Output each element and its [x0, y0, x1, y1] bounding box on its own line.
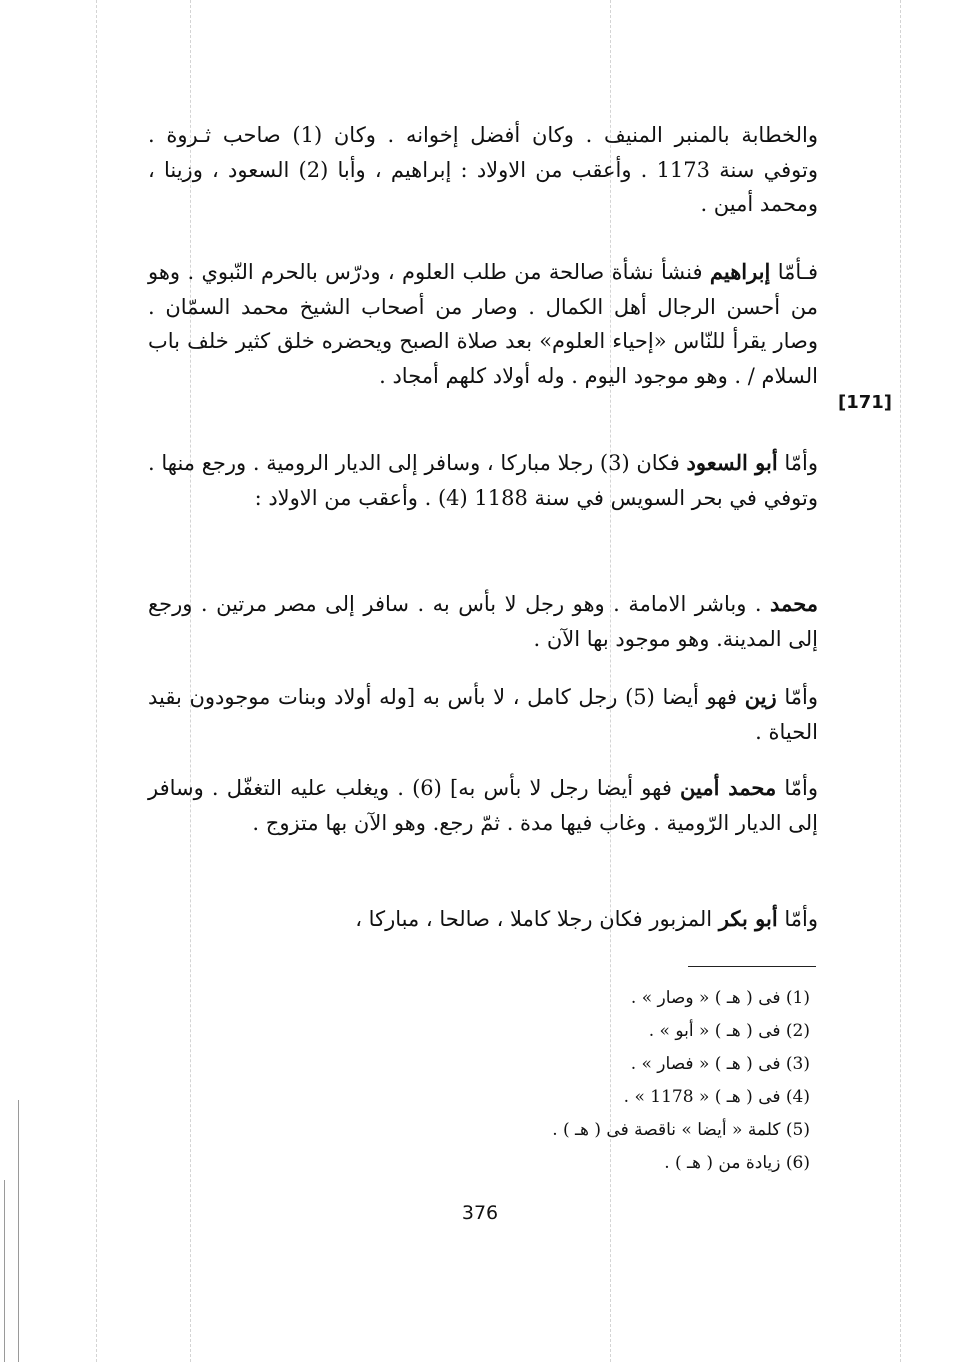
footnote-item: (2) فى ( هـ ) « أبو » .: [648, 1021, 810, 1041]
scan-edge-line: [18, 1100, 19, 1362]
paragraph-text: وأمّا: [776, 776, 819, 800]
scan-artifact-line: [900, 0, 901, 1362]
paragraph-4: [148, 587, 818, 656]
person-name: محمد أمين: [680, 775, 777, 800]
footnote-item: (4) فى ( هـ ) « 1178 » .: [623, 1087, 810, 1107]
paragraph-1: [148, 118, 818, 222]
scan-artifact-line: [96, 0, 97, 1362]
footnote-item: (1) فى ( هـ ) « وصار » .: [630, 988, 810, 1008]
paragraph-text: والخطابة بالمنبر المنيف . وكان أفضل إخوانه . وكان (1) صاحب ثـروة . وتوفي سنة 1173 . وأعقب من الاولاد : إبراهيم ، وأبا (2) السعود ، وزينا ، ومحمد أمين .: [148, 123, 818, 216]
paragraph-text: فهو أيضا رجل لا بأس به] (6) . ويغلب عليه التغفّل . وسافر إلى الديار الرّومية . وغاب فيها مدة . ثمّ رجع. وهو الآن بها متزوج .: [148, 776, 818, 835]
paragraph-text: وأمّا: [777, 451, 818, 475]
person-name: محمد: [770, 591, 818, 616]
marginal-page-reference: [171]: [838, 392, 893, 413]
paragraph-6: [148, 771, 818, 840]
person-name: أبو السعود: [686, 450, 778, 475]
paragraph-text: . وباشر الامامة . وهو رجل لا بأس به . سافر إلى مصر مرتين . ورجع إلى المدينة. وهو موجود بها الآن .: [148, 592, 818, 651]
person-name: إبراهيم: [709, 259, 771, 284]
footnotes-list: [420, 982, 810, 1180]
footnote-divider: [688, 966, 816, 967]
paragraph-2: [148, 255, 818, 393]
paragraph-text: وأمّا: [777, 907, 818, 931]
paragraph-text: وأمّا: [776, 685, 818, 709]
paragraph-text: فهو أيضا (5) رجل كامل ، لا بأس به [وله أولاد وبنات موجودون بقيد الحياة .: [148, 685, 818, 744]
paragraph-text: فنشأ نشأة صالحة من طلب العلوم ، ودرّس بالحرم النّبوي . وهو من أحسن الرجال أهل الكمال . وصار من أصحاب الشيخ محمد السمّان . وصار يقرأ للنّاس «إحياء العلوم» بعد صلاة الصبح ويحضره خلق كثير خلف باب السلام / . وهو موجود اليوم . وله أولاد كلهم أمجاد .: [148, 260, 818, 388]
footnote-item: (6) زيادة من ( هـ ) .: [664, 1153, 810, 1173]
page-number: 376: [461, 1202, 499, 1224]
paragraph-7: [148, 902, 818, 937]
paragraph-text: فكان (3) رجلا مباركا ، وسافر إلى الديار الرومية . ورجع منها . وتوفي في بحر السويس في سنة 1188 (4) . وأعقب من الاولاد :: [148, 451, 818, 510]
person-name: زين: [744, 684, 777, 709]
paragraph-3: [148, 446, 818, 515]
paragraph-5: [148, 680, 818, 749]
scan-edge-line: [4, 1180, 5, 1362]
paragraph-text: فـأمّا: [770, 260, 818, 284]
footnote-item: (5) كلمة « أيضا » ناقصة فى ( هـ ) .: [552, 1120, 810, 1140]
person-name: أبو بكر: [718, 906, 778, 931]
footnote-item: (3) فى ( هـ ) « فصار » .: [630, 1054, 810, 1074]
paragraph-text: المزبور فكان رجلا كاملا ، صالحا ، مباركا ،: [355, 907, 719, 931]
